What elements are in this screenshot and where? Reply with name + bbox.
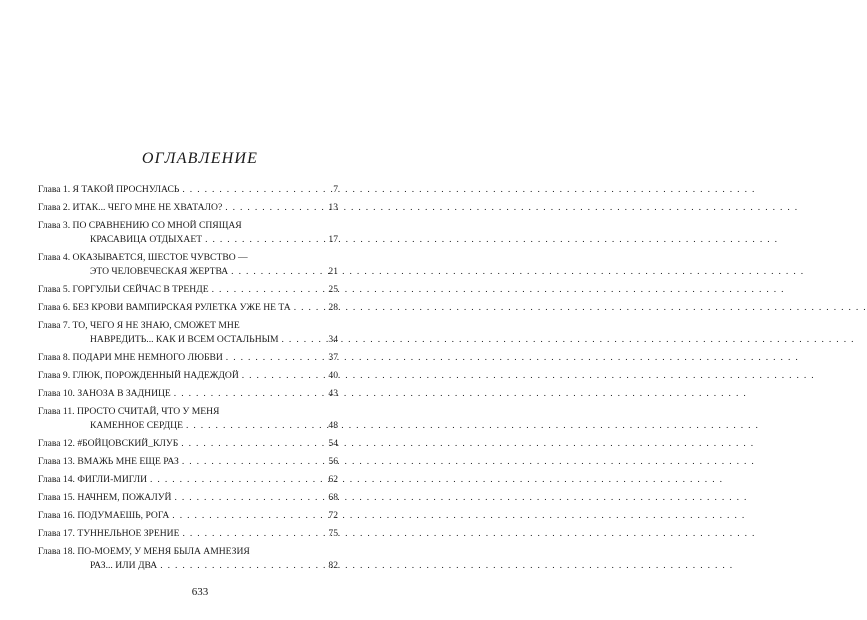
toc-entry [38,369,338,383]
toc-entry [38,351,338,365]
toc-line [38,283,338,297]
toc-entry [38,405,338,433]
toc-line [38,319,338,333]
chapter-title: ПО-МОЕМУ, У МЕНЯ БЫЛА АМНЕЗИЯ [77,546,250,557]
toc-line [38,473,338,487]
chapter-page: 56 [328,456,338,467]
chapter-title: ГЛЮК, ПОРОЖДЕННЫЙ НАДЕЖДОЙ [72,370,239,381]
chapter-label: Глава 10. [38,388,75,399]
chapter-page: 28 [328,302,338,313]
table-of-contents [38,183,338,577]
chapter-label: Глава 17. [38,528,75,539]
chapter-label: Глава 6. [38,302,71,313]
toc-line [38,369,338,383]
chapter-title: ИТАК... ЧЕГО МНЕ НЕ ХВАТАЛО? [72,202,223,213]
chapter-label: Глава 16. [38,510,75,521]
chapter-page: 43 [328,388,338,399]
chapter-label: Глава 13. [38,456,75,467]
chapter-label: Глава 11. [38,406,75,417]
chapter-label: Глава 12. [38,438,75,449]
toc-entry [38,251,338,279]
dot-leader [186,419,326,433]
chapter-page: 75 [328,528,338,539]
chapter-title: БЕЗ КРОВИ ВАМПИРСКАЯ РУЛЕТКА УЖЕ НЕ ТА [72,302,291,313]
book-page [0,0,400,620]
toc-line [38,387,338,401]
toc-line [38,527,338,541]
toc-line [38,419,338,433]
toc-line [38,455,338,469]
toc-entry [38,473,338,487]
dot-leader [205,233,326,247]
dot-leader [172,509,326,523]
dot-leader [182,527,326,541]
chapter-page: 34 [328,334,338,345]
dot-leader [225,201,326,215]
toc-entry [38,201,338,215]
toc-line [38,559,338,573]
chapter-page: 54 [328,438,338,449]
chapter-label: Глава 8. [38,352,71,363]
chapter-title: ПО СРАВНЕНИЮ СО МНОЙ СПЯЩАЯ [72,220,242,231]
chapter-title: #БОЙЦОВСКИЙ_КЛУБ [77,438,179,449]
dot-leader [150,473,326,487]
page-number: 633 [191,586,209,598]
toc-line [38,265,338,279]
dot-leader [182,183,331,197]
chapter-page: 7 [333,184,338,195]
toc-line [38,251,338,265]
chapter-label: Глава 15. [38,492,75,503]
chapter-title: ПОДАРИ МНЕ НЕМНОГО ЛЮБВИ [72,352,223,363]
chapter-page: 72 [328,510,338,521]
chapter-page: 21 [328,266,338,277]
toc-title: ОГЛАВЛЕНИЕ [141,150,259,167]
chapter-title: ФИГЛИ-МИГЛИ [77,474,148,485]
toc-line [38,333,338,347]
chapter-title: ГОРГУЛЬИ СЕЙЧАС В ТРЕНДЕ [72,284,209,295]
chapter-page: 48 [328,420,338,431]
toc-line [38,351,338,365]
toc-entry [38,183,338,197]
chapter-page: 62 [328,474,338,485]
chapter-page: 40 [328,370,338,381]
dot-leader [160,559,326,573]
toc-line [38,545,338,559]
toc-entry [38,455,338,469]
dot-leader [226,351,327,365]
chapter-title: ПРОСТО СЧИТАЙ, ЧТО У МЕНЯ [76,406,220,417]
chapter-page: 82 [328,560,338,571]
dot-leader [294,301,327,315]
dot-leader [282,333,327,347]
chapter-label: Глава 18. [38,546,75,557]
toc-entry [38,387,338,401]
chapter-page: 17 [328,234,338,245]
chapter-title: КРАСАВИЦА ОТДЫХАЕТ [90,234,203,245]
toc-entry [38,509,338,523]
chapter-title: ЭТО ЧЕЛОВЕЧЕСКАЯ ЖЕРТВА [90,266,229,277]
chapter-title: ТО, ЧЕГО Я НЕ ЗНАЮ, СМОЖЕТ МНЕ [72,320,240,331]
chapter-page: 13 [328,202,338,213]
chapter-title: ОКАЗЫВАЕТСЯ, ШЕСТОЕ ЧУВСТВО — [72,252,248,263]
chapter-title: ТУННЕЛЬНОЕ ЗРЕНИЕ [77,528,180,539]
chapter-page: 68 [328,492,338,503]
chapter-label: Глава 7. [38,320,71,331]
chapter-label: Глава 1. [38,184,71,195]
chapter-label: Глава 4. [38,252,71,263]
toc-entry [38,301,338,315]
chapter-label: Глава 14. [38,474,75,485]
toc-entry [38,319,338,347]
chapter-title: ПОДУМАЕШЬ, РОГА [77,510,170,521]
dot-leader [212,283,327,297]
chapter-title: ВМАЖЬ МНЕ ЕЩЕ РАЗ [77,456,179,467]
toc-line [38,201,338,215]
toc-entry [38,527,338,541]
toc-line [38,437,338,451]
toc-entry [38,545,338,573]
toc-line [38,301,338,315]
chapter-label: Глава 9. [38,370,71,381]
toc-entry [38,283,338,297]
dot-leader [182,455,327,469]
dot-leader [174,387,327,401]
toc-entry [38,491,338,505]
toc-entry [38,437,338,451]
chapter-page: 25 [328,284,338,295]
toc-line [38,509,338,523]
chapter-title: КАМЕННОЕ СЕРДЦЕ [90,420,183,431]
dot-leader [174,491,326,505]
chapter-title: ЗАНОЗА В ЗАДНИЦЕ [77,388,171,399]
dot-leader [242,369,327,383]
toc-line [38,233,338,247]
chapter-label: Глава 3. [38,220,71,231]
chapter-label: Глава 5. [38,284,71,295]
chapter-title: НАЧНЕМ, ПОЖАЛУЙ [77,492,172,503]
toc-line [38,183,338,197]
chapter-title: Я ТАКОЙ ПРОСНУЛАСЬ [72,184,180,195]
toc-line [38,491,338,505]
toc-line [38,405,338,419]
chapter-title: НАВРЕДИТЬ... КАК И ВСЕМ ОСТАЛЬНЫМ [90,334,279,345]
chapter-label: Глава 2. [38,202,71,213]
chapter-title: РАЗ... ИЛИ ДВА [90,560,158,571]
dot-leader [231,265,326,279]
toc-entry [38,219,338,247]
toc-line [38,219,338,233]
dot-leader [181,437,326,451]
chapter-page: 37 [328,352,338,363]
